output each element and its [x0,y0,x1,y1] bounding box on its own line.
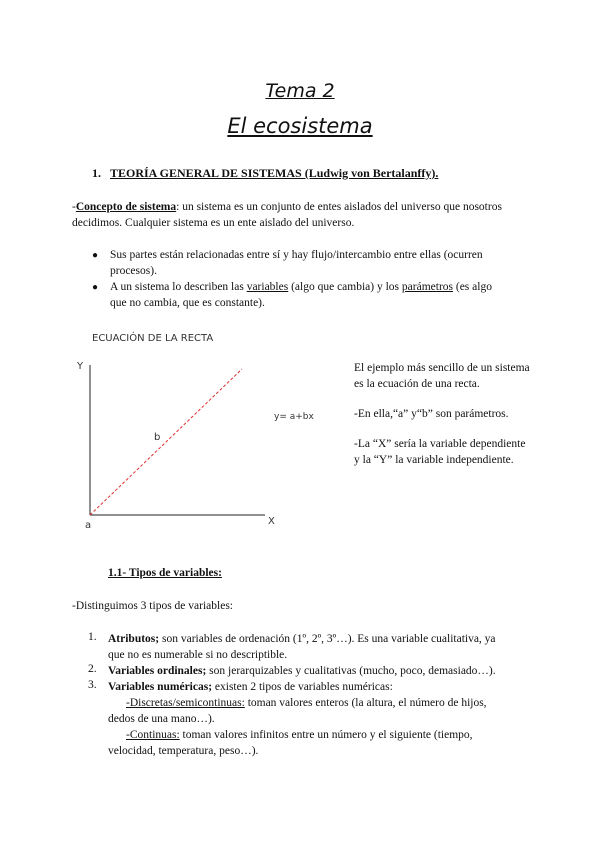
discrete-term: -Discretas/semicontinuas: [126,697,245,709]
data-line [90,369,242,515]
page-title: Tema 2 [265,80,335,102]
chart-title: ECUACIÓN DE LA RECTA [92,333,214,344]
concept-paragraph: -Concepto de sistema: un sistema es un conjunto de entes aislados del universo que nosotros decidimos. Cualquier sistema es un ente aislado del universo. [72,201,502,229]
continuous-term: -Continuas: [126,729,180,741]
origin-label: a [85,520,92,531]
list-number: 2. [88,663,97,675]
parametros-link: parámetros [401,281,453,293]
list-number: 1. [88,631,97,643]
line-chart [60,350,300,540]
list-item: Atributos; son variables de ordenación (1º, 2º, 3º…). Es una variable cualitativa, ya que no es numerable si no descriptible. [108,633,496,661]
numeric-subtypes: -Discretas/semicontinuas: toman valores enteros (la altura, el número de hijos, dedos de una mano…). -Continuas: toman valores infinitos entre un número y el siguiente (tiempo, velocidad, temperatura, peso…). [108,697,487,757]
section-title: TEORÍA GENERAL DE SISTEMAS (Ludwig von Bertalanffy). [110,166,439,180]
y-axis-label: Y [77,361,84,372]
point-label: b [154,432,161,443]
list-item: Variables ordinales; son jerarquizables y cualitativas (mucho, poco, demasiado…). [108,665,496,677]
bullet-item: Sus partes están relacionadas entre sí y hay flujo/intercambio entre ellas (ocurren procesos). [110,249,483,277]
bullet-dot: ● [92,250,99,261]
list-number: 3. [88,679,97,691]
side-text: El ejemplo más sencillo de un sistema es la ecuación de una recta. -En ella,“a” y“b” son parámetros. -La “X” sería la variable dependiente y la “Y” la variable independiente. [354,362,530,466]
variables-link: variables [246,281,289,293]
x-axis-label: X [268,516,275,527]
bullet-item: A un sistema lo describen las variables (algo que cambia) y los parámetros (es algo que no cambia, que es constante). [110,281,492,309]
intro-text: -Distinguimos 3 tipos de variables: [72,600,233,612]
subsection-heading: 1.1- Tipos de variables: [108,567,222,579]
page-subtitle: El ecosistema [227,114,373,138]
equation-label: y= a+bx [274,412,314,422]
bullet-dot: ● [92,282,99,293]
concept-term: Concepto de sistema [75,201,177,213]
list-item: Variables numéricas; existen 2 tipos de variables numéricas: [108,681,393,693]
section-number: 1. [92,166,101,180]
section-heading [92,166,438,181]
